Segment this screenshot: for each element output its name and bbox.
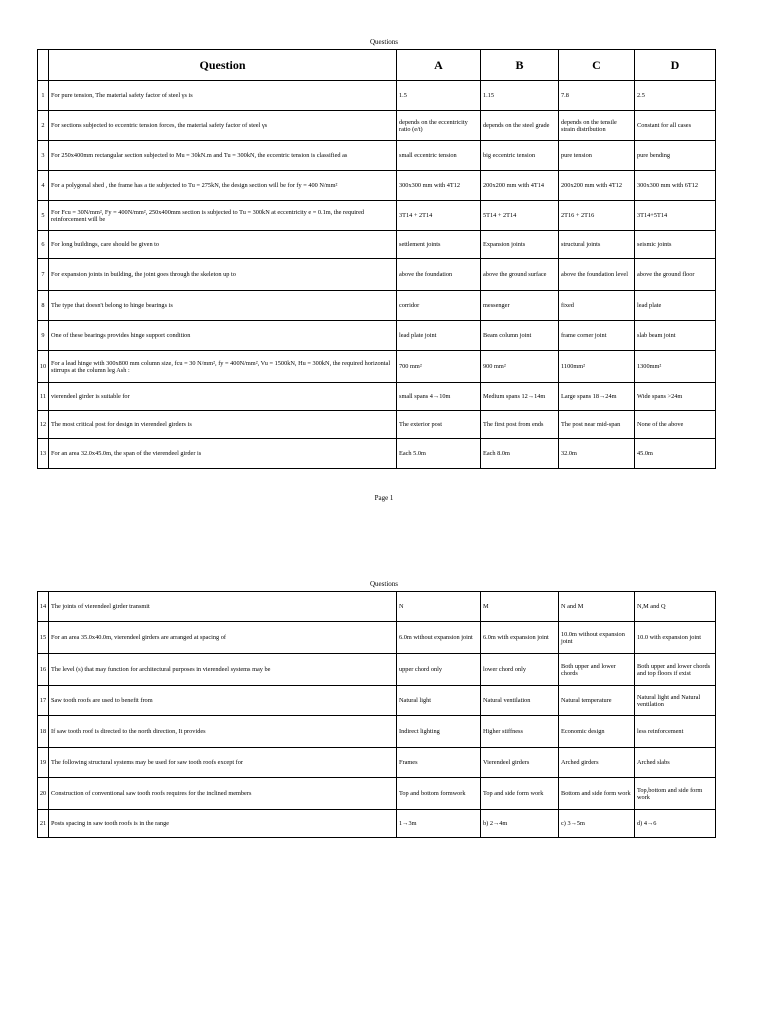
option-a: Top and bottom formwork <box>397 778 481 810</box>
option-d: N,M and Q <box>635 592 716 622</box>
table-row <box>38 111 716 141</box>
question-text: For Fcu = 30N/mm², Fy = 400N/mm², 250x400mm section is subjected to Tu = 300kN at eccentricity e = 0.1m, the required reinforcement will be <box>49 201 397 231</box>
question-number: 11 <box>38 383 49 411</box>
option-a: 1.5 <box>397 81 481 111</box>
question-text: For a polygonal shed , the frame has a tie subjected to Tu = 275kN, the design section will be for fy = 400 N/mm² <box>49 171 397 201</box>
option-c: 7.8 <box>559 81 635 111</box>
option-b: b) 2→4m <box>481 810 559 838</box>
option-b: 5T14 + 2T14 <box>481 201 559 231</box>
option-a: 6.0m without expansion joint <box>397 622 481 654</box>
question-text: For a lead hinge with 300x800 mm column size, fcu = 30 N/mm², fy = 400N/mm², Vu = 1500kN, Hu = 300kN, the required horizontal stirrups at the column leg Ash : <box>49 351 397 383</box>
header-a: A <box>397 50 481 81</box>
option-a: lead plate joint <box>397 321 481 351</box>
option-a: Natural light <box>397 686 481 716</box>
question-number: 5 <box>38 201 49 231</box>
question-number: 19 <box>38 748 49 778</box>
question-number: 12 <box>38 411 49 439</box>
option-b: Each 8.0m <box>481 439 559 469</box>
option-c: Bottom and side form work <box>559 778 635 810</box>
option-b: Expansion joints <box>481 231 559 259</box>
option-d: Arched slabs <box>635 748 716 778</box>
question-text: For expansion joints in building, the joint goes through the skeleton up to <box>49 259 397 291</box>
table-row <box>38 716 716 748</box>
question-number: 18 <box>38 716 49 748</box>
option-d: 1300mm² <box>635 351 716 383</box>
option-b: Vierendeel girders <box>481 748 559 778</box>
table-row <box>38 201 716 231</box>
option-b: depends on the steel grade <box>481 111 559 141</box>
question-number: 14 <box>38 592 49 622</box>
question-number: 6 <box>38 231 49 259</box>
table-row <box>38 439 716 469</box>
option-c: 200x200 mm with 4T12 <box>559 171 635 201</box>
table-row <box>38 654 716 686</box>
question-text: The joints of vierendeel girder transmit <box>49 592 397 622</box>
option-a: small eccentric tension <box>397 141 481 171</box>
question-text: The following structural systems may be used for saw tooth roofs except for <box>49 748 397 778</box>
option-a: above the foundation <box>397 259 481 291</box>
option-a: Each 5.0m <box>397 439 481 469</box>
table-row <box>38 351 716 383</box>
option-b: 200x200 mm with 4T14 <box>481 171 559 201</box>
option-b: above the ground surface <box>481 259 559 291</box>
question-text: One of these bearings provides hinge support condition <box>49 321 397 351</box>
option-a: Indirect lighting <box>397 716 481 748</box>
option-c: c) 3→5m <box>559 810 635 838</box>
question-number: 20 <box>38 778 49 810</box>
option-b: 900 mm² <box>481 351 559 383</box>
option-c: 2T16 + 2T16 <box>559 201 635 231</box>
option-d: Wide spans >24m <box>635 383 716 411</box>
question-number: 10 <box>38 351 49 383</box>
option-a: 300x300 mm with 4T12 <box>397 171 481 201</box>
option-b: 6.0m with expansion joint <box>481 622 559 654</box>
option-b: Beam column joint <box>481 321 559 351</box>
option-d: above the ground floor <box>635 259 716 291</box>
option-b: Medium spans 12→14m <box>481 383 559 411</box>
question-number: 9 <box>38 321 49 351</box>
option-d: 10.0 with expansion joint <box>635 622 716 654</box>
option-b: M <box>481 592 559 622</box>
option-c: frame corner joint <box>559 321 635 351</box>
option-d: 2.5 <box>635 81 716 111</box>
question-text: Saw tooth roofs are used to benefit from <box>49 686 397 716</box>
page-title: Questions <box>370 580 398 588</box>
header-c: C <box>559 50 635 81</box>
question-text: Posts spacing in saw tooth roofs is in the range <box>49 810 397 838</box>
table-row <box>38 686 716 716</box>
option-b: 1.15 <box>481 81 559 111</box>
option-b: big eccentric tension <box>481 141 559 171</box>
page-title: Questions <box>370 38 398 46</box>
table-row <box>38 778 716 810</box>
option-c: 32.0m <box>559 439 635 469</box>
option-c: N and M <box>559 592 635 622</box>
question-number: 13 <box>38 439 49 469</box>
question-number: 8 <box>38 291 49 321</box>
option-d: less reinforcement <box>635 716 716 748</box>
question-text: For pure tension, The material safety factor of steel γs is <box>49 81 397 111</box>
table-row <box>38 259 716 291</box>
option-d: Natural light and Natural ventilation <box>635 686 716 716</box>
option-a: depends on the eccentricity ratio (e/t) <box>397 111 481 141</box>
option-b: Higher stiffness <box>481 716 559 748</box>
page-footer: Page 1 <box>374 494 394 502</box>
option-d: Both upper and lower chords and top floors if exist <box>635 654 716 686</box>
question-text: The most critical post for design in vierendeel girders is <box>49 411 397 439</box>
table-row <box>38 592 716 622</box>
question-number: 3 <box>38 141 49 171</box>
option-c: Economic design <box>559 716 635 748</box>
option-c: fixed <box>559 291 635 321</box>
header-question: Question <box>49 50 397 81</box>
question-text: If saw tooth roof is directed to the north direction, It provides <box>49 716 397 748</box>
option-c: Both upper and lower chords <box>559 654 635 686</box>
question-number: 21 <box>38 810 49 838</box>
option-b: messenger <box>481 291 559 321</box>
option-a: The exterior post <box>397 411 481 439</box>
question-number: 15 <box>38 622 49 654</box>
question-number: 16 <box>38 654 49 686</box>
question-text: vierendeel girder is suitable for <box>49 383 397 411</box>
option-c: 10.0m without expansion joint <box>559 622 635 654</box>
option-d: None of the above <box>635 411 716 439</box>
option-d: d) 4→6 <box>635 810 716 838</box>
option-c: 1100mm² <box>559 351 635 383</box>
table-body <box>38 592 716 838</box>
question-number: 17 <box>38 686 49 716</box>
option-d: 45.0m <box>635 439 716 469</box>
question-number: 2 <box>38 111 49 141</box>
header-d: D <box>635 50 716 81</box>
option-a: 700 mm² <box>397 351 481 383</box>
table-row <box>38 383 716 411</box>
option-d: slab beam joint <box>635 321 716 351</box>
table-row <box>38 291 716 321</box>
table-row <box>38 141 716 171</box>
table-row <box>38 321 716 351</box>
option-c: structural joints <box>559 231 635 259</box>
option-d: pure bending <box>635 141 716 171</box>
option-d: 300x300 mm with 6T12 <box>635 171 716 201</box>
option-c: pure tension <box>559 141 635 171</box>
option-c: Large spans 18→24m <box>559 383 635 411</box>
question-text: Construction of conventional saw tooth roofs requires for the inclined members <box>49 778 397 810</box>
option-a: upper chord only <box>397 654 481 686</box>
option-d: seismic joints <box>635 231 716 259</box>
option-c: Natural temperature <box>559 686 635 716</box>
option-a: N <box>397 592 481 622</box>
question-text: For sections subjected to eccentric tension forces, the material safety factor of steel γs <box>49 111 397 141</box>
table-row <box>38 81 716 111</box>
question-number: 7 <box>38 259 49 291</box>
table-row <box>38 748 716 778</box>
option-d: lead plate <box>635 291 716 321</box>
question-text: For an area 35.0x40.0m, vierendeel girders are arranged at spacing of <box>49 622 397 654</box>
question-number: 4 <box>38 171 49 201</box>
questions-table-page1 <box>37 49 716 469</box>
questions-table-page2 <box>37 591 716 838</box>
header-num <box>38 50 49 81</box>
table-header-row <box>38 50 716 81</box>
option-a: 1→3m <box>397 810 481 838</box>
table-row <box>38 810 716 838</box>
question-text: For 250x400mm rectangular section subjected to Mu = 30kN.m and Tu = 300kN, the eccentric tension is classified as <box>49 141 397 171</box>
option-a: settlement joints <box>397 231 481 259</box>
question-number: 1 <box>38 81 49 111</box>
option-a: corridor <box>397 291 481 321</box>
table-row <box>38 171 716 201</box>
option-c: depends on the tensile strain distribution <box>559 111 635 141</box>
option-d: Top,bottom and side form work <box>635 778 716 810</box>
table-body <box>38 81 716 469</box>
option-b: Top and side form work <box>481 778 559 810</box>
header-b: B <box>481 50 559 81</box>
option-a: 3T14 + 2T14 <box>397 201 481 231</box>
option-a: Frames <box>397 748 481 778</box>
option-a: small spans 4→10m <box>397 383 481 411</box>
table-row <box>38 411 716 439</box>
table-row <box>38 231 716 259</box>
question-text: For an area 32.0x45.0m, the span of the vierendeel girder is <box>49 439 397 469</box>
option-c: Arched girders <box>559 748 635 778</box>
option-b: The first post from ends <box>481 411 559 439</box>
question-text: The type that doesn't belong to hinge bearings is <box>49 291 397 321</box>
option-b: lower chord only <box>481 654 559 686</box>
option-b: Natural ventilation <box>481 686 559 716</box>
option-d: 3T14+5T14 <box>635 201 716 231</box>
question-text: The level (s) that may function for architectural purposes in vierendeel systems may be <box>49 654 397 686</box>
question-text: For long buildings, care should be given to <box>49 231 397 259</box>
option-c: The post near mid-span <box>559 411 635 439</box>
option-d: Constant for all cases <box>635 111 716 141</box>
table-row <box>38 622 716 654</box>
option-c: above the foundation level <box>559 259 635 291</box>
